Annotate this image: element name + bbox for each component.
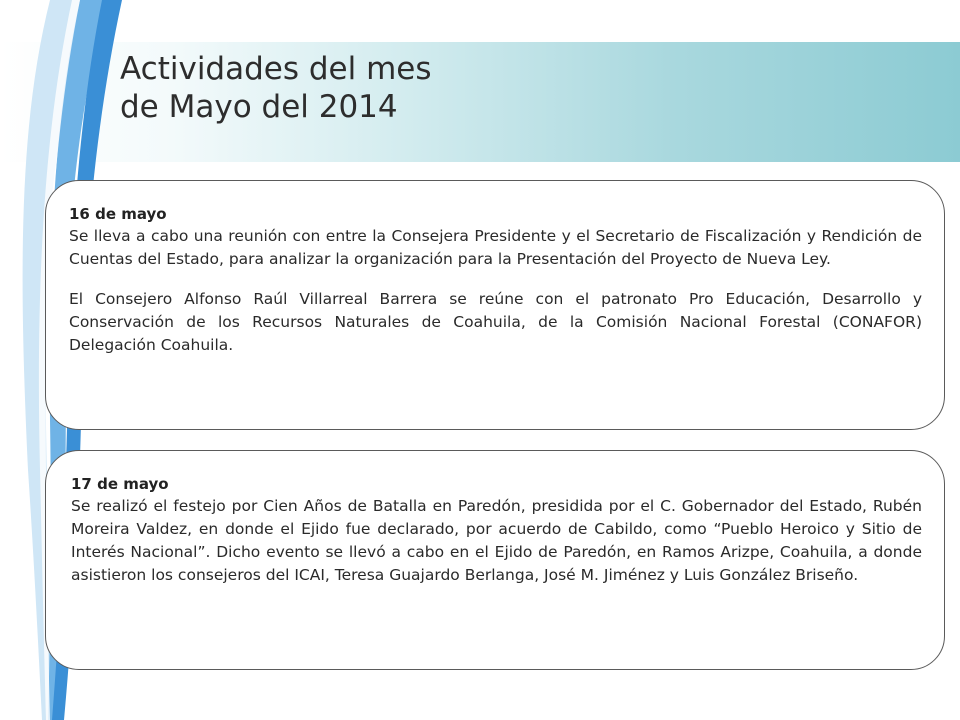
activity-date: 16 de mayo <box>69 205 167 223</box>
title-line-1: Actividades del mes <box>120 51 432 87</box>
activity-paragraph: Se realizó el festejo por Cien Años de Batalla en Paredón, presidida por el C. Gobernador del Estado, Rubén Moreira Valdez, en donde el Ejido fue declarado, por acuerdo de Cabildo, como “Pueblo Heroico y Sitio de Interés Nacional”. Dicho evento se llevó a cabo en el Ejido de Paredón, en Ramos Arizpe, Coahuila, a donde asistieron los consejeros del ICAI, Teresa Guajardo Berlanga, José M. Jiménez y Luis González Briseño. <box>71 497 922 584</box>
activity-panel-may-17 <box>45 450 945 670</box>
activity-paragraph: Se lleva a cabo una reunión con entre la Consejera Presidente y el Secretario de Fiscalización y Rendición de Cuentas del Estado, para analizar la organización para la Presentación del Proyecto de Nueva Ley. <box>69 227 922 268</box>
activity-paragraph: El Consejero Alfonso Raúl Villarreal Barrera se reúne con el patronato Pro Educación, Desarrollo y Conservación de los Recursos Naturales de Coahuila, de la Comisión Nacional Forestal (CONAFOR) Delegación Coahuila. <box>69 290 922 354</box>
page-title <box>120 50 432 126</box>
activity-date: 17 de mayo <box>71 475 169 493</box>
title-line-2: de Mayo del 2014 <box>120 89 398 125</box>
activity-panel-may-16 <box>45 180 945 430</box>
